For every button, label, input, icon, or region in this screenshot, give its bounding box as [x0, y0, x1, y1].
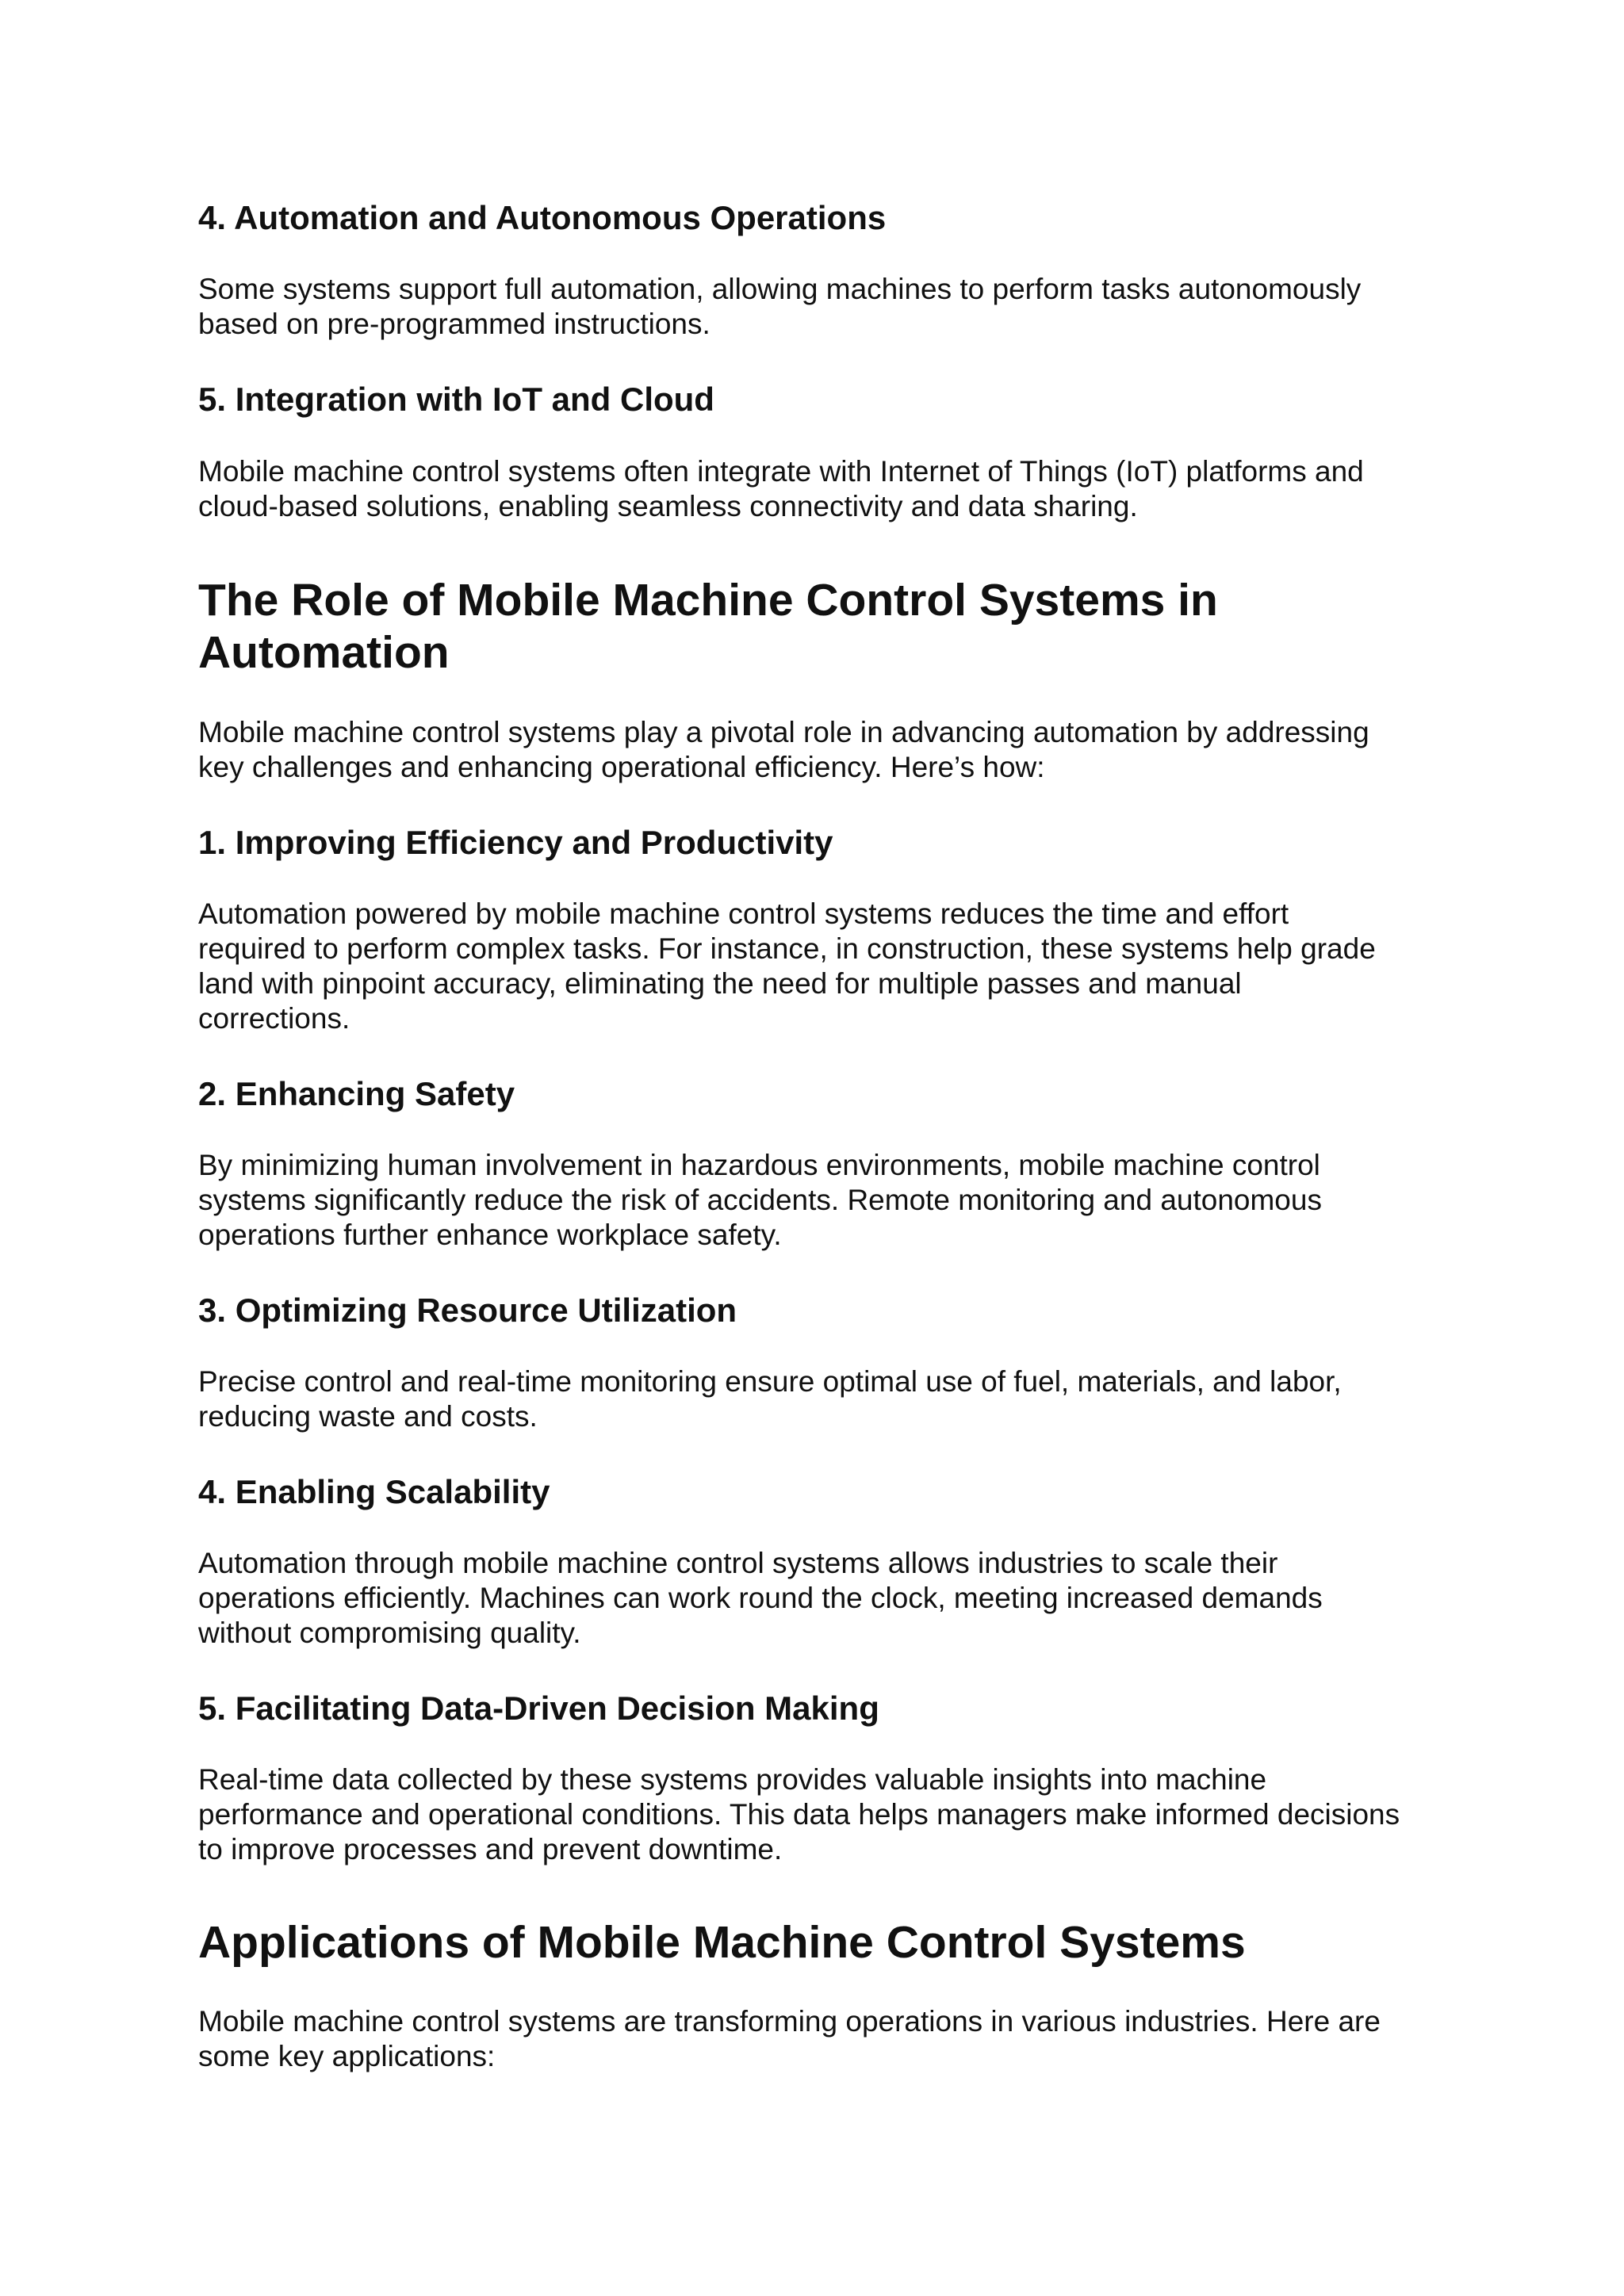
section-heading-iot-cloud: 5. Integration with IoT and Cloud — [198, 381, 714, 418]
section-body-automation-autonomous: Some systems support full automation, allowing machines to perform tasks autonomously based on pre-programmed instructions. — [198, 273, 1362, 340]
section-body-resource-utilization: Precise control and real-time monitoring ensure optimal use of fuel, materials, and labor, reducing waste and costs. — [198, 1365, 1342, 1433]
section-heading-automation-autonomous: 4. Automation and Autonomous Operations — [198, 199, 887, 236]
section-body-scalability: Automation through mobile machine control systems allows industries to scale their operations efficiently. Machines can work round the clock, meeting increased demands without compromising quality. — [198, 1547, 1323, 1649]
section-title-role-in-automation: The Role of Mobile Machine Control Systems in Automation — [198, 575, 1218, 678]
section-body-iot-cloud: Mobile machine control systems often integrate with Internet of Things (IoT) platforms and cloud-based solutions, enabling seamless connectivity and data sharing. — [198, 455, 1364, 522]
section-heading-data-driven: 5. Facilitating Data-Driven Decision Making — [198, 1689, 879, 1727]
section-body-applications: Mobile machine control systems are transforming operations in various industries. Here are some key applications: — [198, 2005, 1381, 2072]
section-heading-resource-utilization: 3. Optimizing Resource Utilization — [198, 1292, 737, 1329]
section-heading-safety: 2. Enhancing Safety — [198, 1075, 515, 1112]
section-body-data-driven: Real-time data collected by these systems provides valuable insights into machine performance and operational conditions. This data helps managers make informed decisions to improve processes and prevent downtime. — [198, 1763, 1400, 1866]
section-body-safety: By minimizing human involvement in hazardous environments, mobile machine control systems significantly reduce the risk of accidents. Remote monitoring and autonomous operations further enhance workplace safety. — [198, 1149, 1322, 1251]
section-heading-efficiency: 1. Improving Efficiency and Productivity — [198, 824, 833, 861]
section-heading-scalability: 4. Enabling Scalability — [198, 1473, 550, 1510]
section-title-applications: Applications of Mobile Machine Control Systems — [198, 1917, 1246, 1968]
section-body-role-in-automation: Mobile machine control systems play a pivotal role in advancing automation by addressing key challenges and enhancing operational efficiency. Here’s how: — [198, 716, 1369, 783]
section-body-efficiency: Automation powered by mobile machine control systems reduces the time and effort required to perform complex tasks. For instance, in construction, these systems help grade land with pinpoint accuracy, eliminating the need for multiple passes and manual corrections. — [198, 897, 1376, 1035]
